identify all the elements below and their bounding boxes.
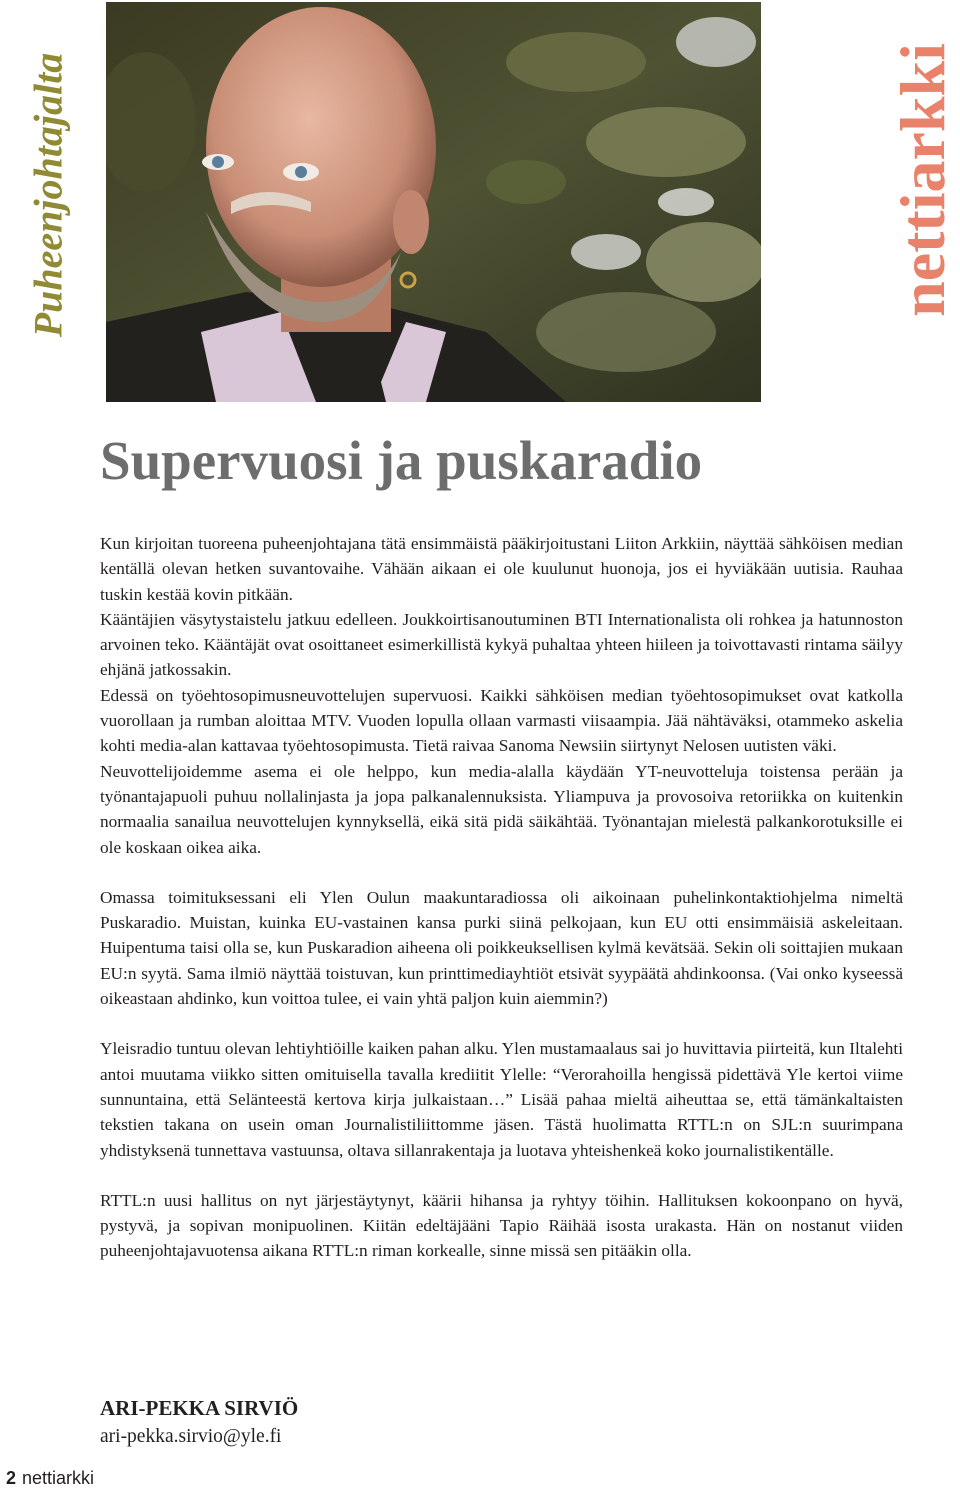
article-paragraph: Kääntäjien väsytystaistelu jatkuu edelleen. Joukkoirtisanoutuminen BTI Internationalista oli rohkea ja hatunnoston arvoinen teko. Kääntäjät ovat osoittaneet esimerkillistä kykyä puhaltaa yhteen hiileen ja toivottavasti rintama säilyy ehjänä jatkossakin. [100,609,903,680]
article-title: Supervuosi ja puskaradio [100,430,703,491]
article-paragraph: Neuvottelijoidemme asema ei ole helppo, kun media-alalla käydään YT-neuvotteluja toistensa perään ja työnantajapuoli puhuu nollalinjasta ja jopa palkanalennuksista. Yliampuva ja provosoiva retoriikka on kuitenkin normaalia sanailua neuvottelujen kynnyksellä, eikä sitä pidä säikähtää. Työnantajan mielestä palkankorotuksille ei ole koskaan oikea aika. [100,761,903,857]
author-portrait-photo [106,2,761,402]
publication-label-text: nettiarkki [887,43,958,317]
article-paragraph: Edessä on työehtosopimusneuvottelujen supervuosi. Kaikki sähköisen median työehtosopimukset ovat katkolla vuorollaan ja rumban aloittaa MTV. Vuoden lopulla ollaan varmasti viisaampia. Jää nähtäväksi, otammeko askelia kohti media-alan kattavaa työehtosopimusta. Tietä raivaa Sanoma Newsiin siirtynyt Nelosen uutisten väki. [100,685,903,756]
publication-label-vertical [888,30,958,330]
article-paragraph: Kun kirjoitan tuoreena puheenjohtajana tätä ensimmäistä pääkirjoitustani Liiton Arkkiin, näyttää sähköisen median kentällä olevan hetken suvantovaihe. Vähään aikaan ei ole kuulunut huonoja, jos ei hyviäkään uutisia. Rauhaa tuskin kestää kovin pitkään. [100,534,903,604]
section-label-vertical [20,30,76,360]
author-email[interactable]: ari-pekka.sirvio@yle.fi [100,1426,282,1447]
author-name: ARI-PEKKA SIRVIÖ [100,1396,299,1420]
article-paragraph: RTTL:n uusi hallitus on nyt järjestäytynyt, käärii hihansa ja ryhtyy töihin. Hallituksen kokoonpano on hyvä, pystyvä, ja sopivan monipuolinen. Kiitän edeltäjääni Tapio Räihää isosta urakasta. Hän on nostanut viiden puheenjohtajavuotensa aikana RTTL:n riman korkealle, sinne missä sen pitääkin olla. [100,1190,903,1261]
page-number: 2 [6,1468,17,1488]
section-label-text: Puheenjohtajalta [25,52,71,338]
footer-publication: nettiarkki [22,1468,95,1488]
article-body [100,531,903,1264]
article-paragraph: Omassa toimituksessani eli Ylen Oulun maakuntaradiossa oli aikoinaan puhelinkontaktiohjelma nimeltä Puskaradio. Muistan, kuinka EU-vastainen kansa purki siinä pelkojaan, kun EU otti ensimmäisiä askeleitaan. Huipentuma taisi olla se, kun Puskaradion aiheena oli poikkeuksellisen kylmä kevätsää. Sekin oli soittajien mukaan EU:n syytä. Sama ilmiö näyttää toistuvan, kun printtimediayhtiöt etsivät syypäätä ahdinkoonsa. (Vai onko kyseessä oikeastaan ahdinko, kun voittoa tulee, ei vain yhtä paljon kuin aiemmin?) [100,887,903,1009]
article-paragraph: Yleisradio tuntuu olevan lehtiyhtiöille kaiken pahan alku. Ylen mustamaalaus sai jo huvittavia piirteitä, kun Iltalehti antoi muutama viikko sitten omituisella tavalla krediitit Ylelle: “Verorahoilla hengissä pidettävä Yle kertoi viime sunnuntaina, että Selänteestä kertova kirja julkaistaan…” Lisää pahaa mieltä aiheuttaa se, että tämänkaltaisten tekstien takana on usein oman Journalistiliittomme jäsen. Tästä huolimatta RTTL:n on SJL:n suurimpana yhdistyksenä tunnettava vastuunsa, oltava sillanrakentaja ja luotava yhteishenkeä koko journalistikentälle. [100,1039,903,1160]
